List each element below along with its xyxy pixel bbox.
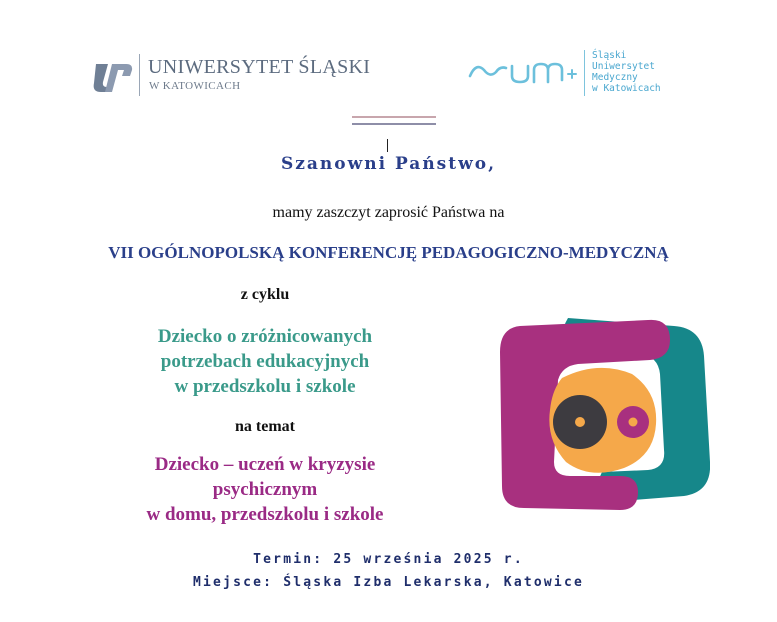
sum-name-line: Śląski	[592, 50, 627, 61]
us-university-logo	[92, 52, 371, 100]
sum-name-line: w Katowicach	[592, 83, 661, 94]
series-title-line: w przedszkolu i szkole	[174, 376, 356, 397]
sum-name-line: Medyczny	[592, 72, 638, 83]
invitation-line: mamy zaszczyt zaprosić Państwa na	[272, 204, 505, 221]
topic-title-line: Dziecko – uczeń w kryzysie	[154, 454, 376, 475]
conference-face-logo-icon	[498, 312, 710, 514]
us-university-city: W KATOWICACH	[149, 80, 241, 92]
sum-wave-logo-icon	[468, 56, 580, 86]
topic-title-line: psychicznym	[212, 479, 318, 500]
logo-divider	[139, 54, 140, 96]
text-cursor	[387, 139, 388, 152]
sum-university-logo	[468, 48, 668, 98]
greeting: Szanowni Państwo,	[280, 154, 497, 174]
decorative-double-rule	[352, 116, 436, 125]
us-logo-mark-icon	[92, 60, 134, 94]
series-title-line: potrzebach edukacyjnych	[160, 351, 370, 372]
topic-title-line: w domu, przedszkolu i szkole	[146, 504, 384, 525]
event-date: Termin: 25 września 2025 r.	[253, 552, 524, 567]
series-title-line: Dziecko o zróżnicowanych	[157, 326, 373, 347]
cycle-label: z cyklu	[240, 286, 290, 303]
topic-label: na temat	[235, 418, 295, 435]
event-place: Miejsce: Śląska Izba Lekarska, Katowice	[192, 575, 585, 590]
us-university-name: UNIWERSYTET ŚLĄSKI	[148, 56, 371, 78]
conference-title: VII OGÓLNOPOLSKĄ KONFERENCJĘ PEDAGOGICZNO-MEDYCZNĄ	[108, 243, 669, 262]
sum-name-line: Uniwersytet	[592, 61, 655, 72]
logo-divider	[584, 50, 585, 96]
